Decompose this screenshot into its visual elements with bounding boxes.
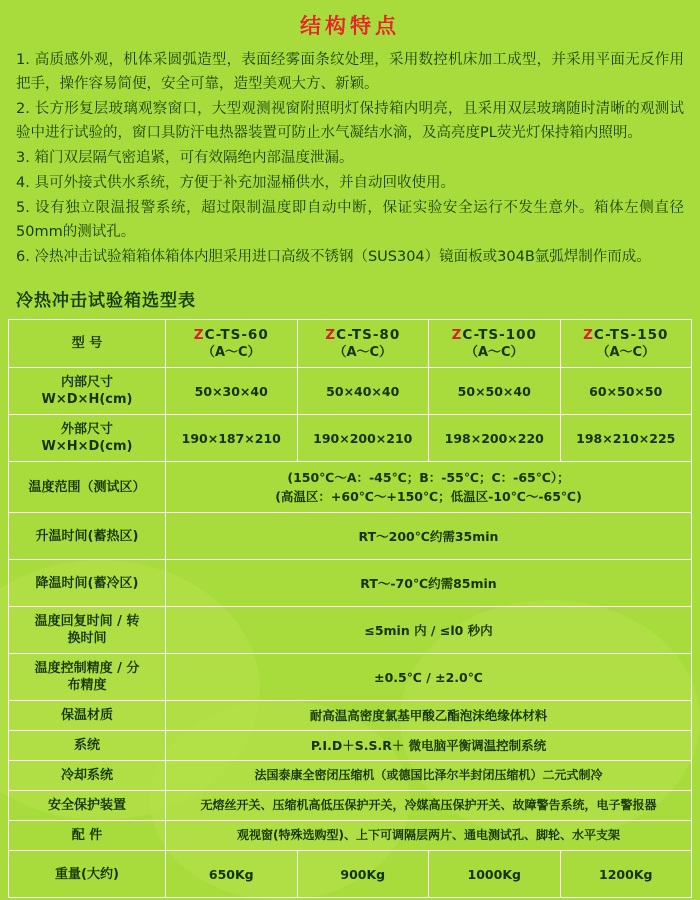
model-cell [429,320,561,368]
table-row [9,791,692,821]
row-label-line2: 换时间 [67,631,107,646]
feature-item: 6. 冷热冲击试验箱箱体箱体内胆采用进口高级不锈钢（SUS304）镜面板或304B氩弧焊制作而成。 [16,249,651,265]
row-label: 温度范围（测试区） [9,462,166,513]
row-label-weight: 重量(大约) [9,851,166,898]
row-label-model: 型 号 [9,320,166,368]
cell-value-span: ±0.5℃ / ±2.0℃ [166,654,692,701]
cell-value: 60×50×50 [560,368,692,415]
table-row [9,368,692,415]
cell-value: 50×40×40 [297,368,429,415]
feature-list [8,48,692,276]
feature-item: 2. 长方形复层玻璃观察窗口，大型观测视窗附照明灯保持箱内明亮，且采用双层玻璃随时清晰的观测试验中进行试验的，窗口具防汗电热器装置可防止水气凝结水滴，及高亮度PL荧光灯保持箱内照明。 [16,101,684,141]
row-label [9,415,166,462]
cell-value: 198×200×220 [429,415,561,462]
row-label-line1: 外部尺寸 [60,422,113,437]
model-cell [297,320,429,368]
table-row [9,560,692,607]
row-label: 冷却系统 [9,761,166,791]
table-row [9,415,692,462]
cell-value-span: RT～200℃约需35min [166,513,692,560]
model-code: ZC-TS-80 [325,327,401,343]
cell-value-span [166,462,692,513]
table-row [9,462,692,513]
model-cell [166,320,298,368]
row-label-line1: 温度控制精度 / 分 [34,661,140,676]
row-label: 降温时间(蓄冷区) [9,560,166,607]
table-row [9,731,692,761]
cell-value-span: 法国泰康全密闭压缩机（或德国比泽尔半封闭压缩机）二元式制冷 [166,761,692,791]
cell-value-span: ≤5min 内 / ≤l0 秒内 [166,607,692,654]
row-label: 升温时间(蓄热区) [9,513,166,560]
table-row [9,821,692,851]
table-row [9,654,692,701]
table-row [9,701,692,731]
table-row-model [9,320,692,368]
model-variant: （A～C） [596,345,656,360]
row-label: 配 件 [9,821,166,851]
table-row-weight [9,851,692,898]
row-label: 系统 [9,731,166,761]
cell-value: 198×210×225 [560,415,692,462]
value-line1: (150℃～A：-45℃；B：-55℃；C：-65℃）； [287,470,570,485]
cell-value-span: P.I.D＋S.S.R＋ 微电脑平衡调温控制系统 [166,731,692,761]
cell-value: 650Kg [166,851,298,898]
value-line2: (高温区：+60℃～+150℃；低温区-10℃～-65℃) [275,489,582,504]
cell-value: 1200Kg [560,851,692,898]
cell-value-span: 观视窗(特殊选购型)、上下可调隔层两片、通电测试孔、脚轮、水平支架 [166,821,692,851]
cell-value: 1000Kg [429,851,561,898]
model-code: ZC-TS-60 [193,327,269,343]
model-code: ZC-TS-150 [583,327,669,343]
spec-table-title: 冷热冲击试验箱选型表 [16,291,196,311]
model-variant: （A～C） [333,345,393,360]
row-label: 保温材质 [9,701,166,731]
cell-value-span: RT～-70℃约需85min [166,560,692,607]
model-cell [560,320,692,368]
model-code: ZC-TS-100 [451,327,537,343]
cell-value: 190×200×210 [297,415,429,462]
row-label-line2: 布精度 [67,678,107,693]
row-label-line1: 温度回复时间 / 转 [34,614,140,629]
row-label-line2: W×H×D(cm) [41,439,133,454]
row-label-line2: W×D×H(cm) [41,392,133,407]
spec-table [8,319,692,898]
feature-item: 5. 设有独立限温报警系统，超过限制温度即自动中断，保证实验安全运行不发生意外。箱体左侧直径50mm的测试孔。 [16,200,684,240]
model-variant: （A～C） [201,345,261,360]
row-label [9,368,166,415]
table-row [9,761,692,791]
cell-value: 190×187×210 [166,415,298,462]
row-label: 安全保护装置 [9,791,166,821]
cell-value: 50×30×40 [166,368,298,415]
page-title: 结构特点 [300,14,400,38]
model-variant: （A～C） [464,345,524,360]
cell-value: 50×50×40 [429,368,561,415]
cell-value-span: 耐高温高密度氯基甲酸乙酯泡沫绝缘体材料 [166,701,692,731]
cell-value: 900Kg [297,851,429,898]
feature-item: 3. 箱门双层隔气密追紧，可有效隔绝内部温度泄漏。 [16,150,354,166]
feature-item: 1. 高质感外观，机体采圆弧造型，表面经雾面条纹处理，采用数控机床加工成型，并采用平面无反作用把手，操作容易简便，安全可靠，造型美观大方、新颖。 [16,52,684,92]
row-label-line1: 内部尺寸 [60,375,113,390]
cell-value-span: 无熔丝开关、压缩机高低压保护开关，冷媒高压保护开关、故障警告系统，电子警报器 [166,791,692,821]
table-row [9,513,692,560]
row-label [9,607,166,654]
row-label [9,654,166,701]
feature-item: 4. 具可外接式供水系统，方便于补充加湿桶供水，并自动回收使用。 [16,175,455,191]
table-row [9,607,692,654]
